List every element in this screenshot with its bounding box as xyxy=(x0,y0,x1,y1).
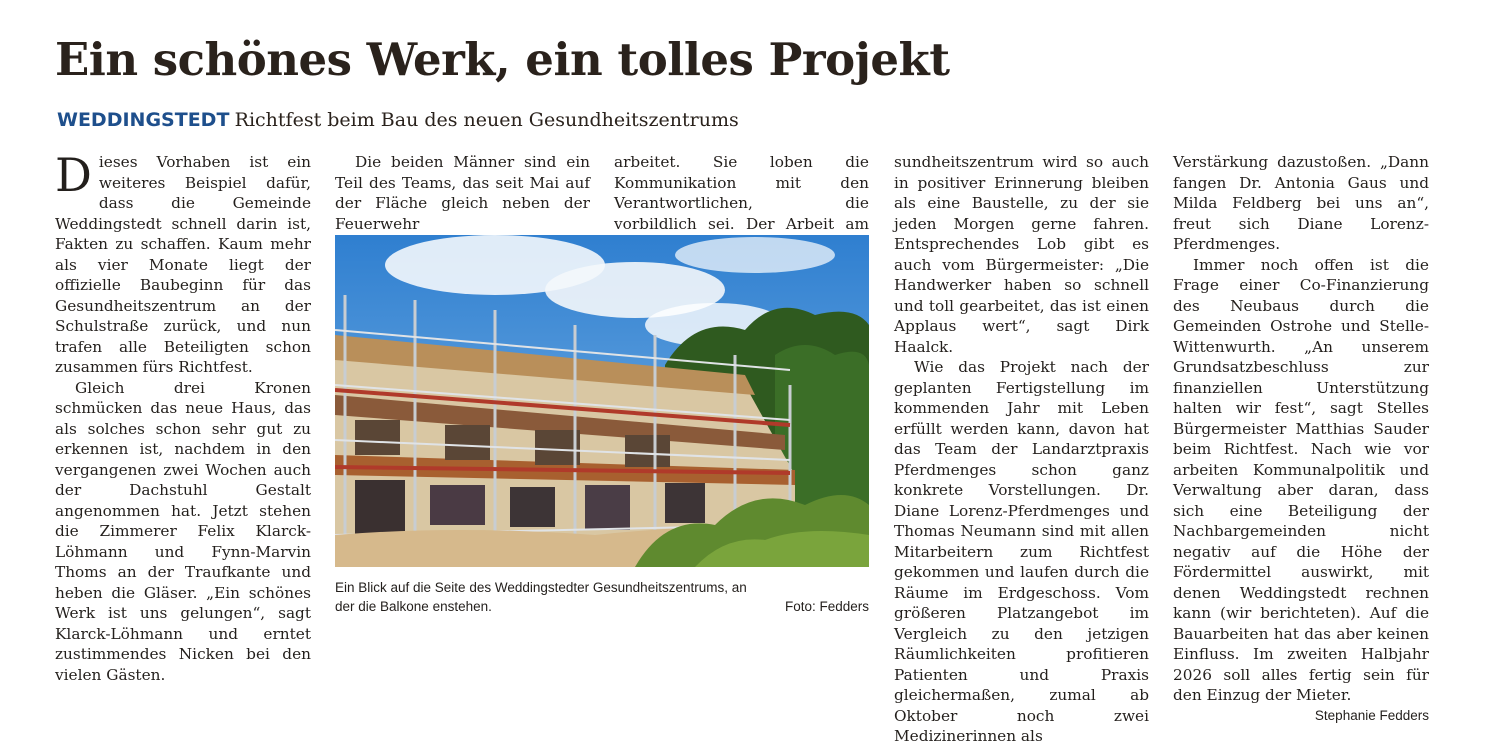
kicker: WEDDINGSTEDT xyxy=(57,109,230,131)
paragraph-text: ieses Vorhaben ist ein weiteres Beispiel dafür, dass die Gemeinde Weddingstedt schnell darin ist, Fakten zu schaffen. Kaum mehr als vier Monate liegt der offizielle Baubeginn für das Gesundheitszentrum an der Schulstraße zurück, und nun trafen alle Beteiligten schon zusammen fürs Richtfest. xyxy=(55,153,311,376)
paragraph: Verstärkung dazustoßen. „Dann fangen Dr. Antonia Gaus und Milda Feldberg bei uns an“, freut sich Diane Lorenz-Pferdmenges. xyxy=(1173,153,1429,253)
paragraph: Wie das Projekt nach der geplanten Fertigstellung im kommenden Jahr mit Leben erfüllt werden kann, davon hat das Team der Landarztpraxis Pferdmenges schon ganz konkrete Vorstellungen. Dr. Diane Lorenz-Pferdmenges und Thomas Neumann sind mit allen Mitarbeitern zum Richtfest gekommen und laufen durch die Räume im Erdgeschoss. Vom größeren Platzangebot im Vergleich zu den jetzigen Räumlichkeiten profitieren Patienten und Praxis gleichermaßen, zumal ab Oktober noch zwei Medizinerinnen als xyxy=(894,358,1149,745)
subtitle: Richtfest beim Bau des neuen Gesundheitszentrums xyxy=(234,109,739,131)
paragraph: sundheitszentrum wird so auch in positiver Erinnerung bleiben als eine Baustelle, zu der sie jeden Morgen gerne fahren. Entsprechendes Lob gibt es auch vom Bürgermeister: „Die Handwerker haben so schnell und toll gearbeitet, das ist einen Applaus wert“, sagt Dirk Haalck. xyxy=(894,153,1149,356)
paragraph: arbeitet. Sie loben die Kommunikation mit den Verantwortlichen, die vorbildlich sei. Der Arbeit am xyxy=(614,153,869,233)
article-column-5 xyxy=(1173,152,1429,726)
photo-caption xyxy=(335,578,869,616)
article-column-2 xyxy=(335,152,590,234)
drop-cap: D xyxy=(55,148,92,202)
paragraph: Die beiden Männer sind ein Teil des Teams, das seit Mai auf der Fläche gleich neben der Feuerwehr xyxy=(335,153,590,233)
photo-credit: Foto: Fedders xyxy=(784,599,869,614)
headline: Ein schönes Werk, ein tolles Projekt xyxy=(55,33,950,86)
article-photo xyxy=(335,235,869,567)
paragraph: Gleich drei Kronen schmücken das neue Haus, das als solches schon sehr gut zu erkennen ist, nachdem in den vergangenen zwei Wochen auch der Dachstuhl Gestalt angenommen hat. Jetzt stehen die Zimmerer Felix Klarck-Löhmann und Fynn-Marvin Thoms an der Traufkante und heben die Gläser. „Ein schönes Werk ist uns gelungen“, sagt Klarck-Löhmann und erntet zustimmendes Nicken bei den vielen Gästen. xyxy=(55,378,311,684)
article-column-4 xyxy=(894,152,1149,747)
paragraph xyxy=(1173,255,1429,723)
author-byline: Stephanie Fedders xyxy=(1314,707,1429,723)
subline xyxy=(57,105,739,134)
article-column-1 xyxy=(55,148,311,685)
caption-text: Ein Blick auf die Seite des Weddingstedter Gesundheitszentrums, an der die Balkone enstehen. xyxy=(335,580,747,614)
paragraph xyxy=(55,148,311,378)
construction-site-image xyxy=(335,235,869,567)
paragraph-text: Immer noch offen ist die Frage einer Co-Finanzierung des Neubaus durch die Gemeinden Ostrohe und Stelle-Wittenwurth. „An unserem Grundsatzbeschluss zur finanziellen Unterstützung halten wir fest“, sagt Stelles Bürgermeister Matthias Sauder beim Richtfest. Nach wie vor arbeiten Kommunalpolitik und Verwaltung aber daran, dass sich eine Beteiligung der Nachbargemeinden nicht negativ auf die Höhe der Fördermittel auswirkt, mit denen Weddingstedt rechnen kann (wir berichteten). Auf die Bauarbeiten hat das aber keinen Einfluss. Im zweiten Halbjahr 2026 soll alles fertig sein für den Einzug der Mieter. xyxy=(1173,255,1429,704)
